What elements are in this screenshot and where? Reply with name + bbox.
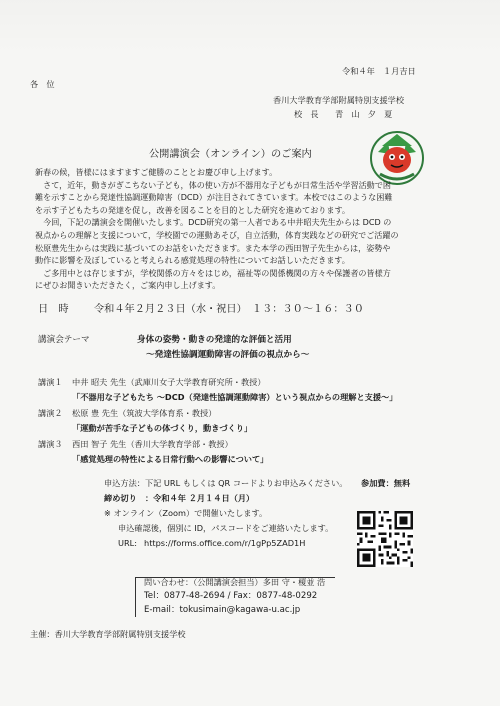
lecture-2-label: 講演２ [38, 408, 63, 418]
paragraph-line: を示す子どもたちの発達を促し，改善を図ることを目的とした研究を進めております。 [35, 204, 351, 215]
intro-text [35, 166, 465, 292]
paragraph-line: 松原豊先生からは実践に基づいてのお話をいただきます。また本学の西田智子先生からは，姿勢や [35, 242, 391, 253]
lecture-3-topic: 「感覚処理の特性による日常行動への影響について」 [72, 454, 269, 464]
application-url-link[interactable]: https://forms.office.com/r/1gPp5ZAD1H [144, 538, 306, 548]
online-note: ※ オンライン（Zoom）で開催いたします。 [104, 508, 268, 518]
lecture-1-topic: 「不器用な子どもたち 〜DCD（発達性協調運動障害）という視点からの理解と支援〜」 [72, 392, 398, 402]
contact-phone: Tel：0877-48-2694 / Fax：0877-48-0292 [144, 591, 318, 601]
lecture-3-label: 講演３ [38, 439, 63, 449]
schedule-value: 令和４年２月２３日（水・祝日） １３：３０〜１６：３０ [94, 304, 364, 315]
application-deadline: 締め切り ：令和４年 ２月１４日（月） [104, 493, 255, 503]
contact-box-left-border [135, 577, 136, 617]
credential-note: 申込確認後，個別に ID，パスコードをご連絡いたします。 [118, 523, 334, 533]
host-org: 主催：香川大学教育学部附属特別支援学校 [30, 629, 186, 639]
theme-line-1: 身体の姿勢・動きの発達的な評価と活用 [137, 335, 292, 345]
fee-label: 参加費：無料 [361, 478, 411, 488]
lecture-3-speaker: 西田 智子 先生（香川大学教育学部・教授） [72, 439, 233, 449]
url-label: URL: [118, 538, 138, 548]
paragraph-line: 新春の候，皆様にはますますご健勝のこととお慶び申し上げます。 [35, 167, 278, 177]
application-method: 申込方法：下記 URL もしくは QR コードよりお申込みください。 [104, 478, 348, 488]
principal-name: 校 長 青 山 夕 夏 [294, 109, 393, 119]
issue-date: 令和４年 １月吉日 [342, 66, 416, 76]
theme-line-2: 〜発達性協調運動障害の評価の視点から〜 [146, 350, 310, 360]
paragraph-line: 難を示すことから発達性協調運動障害（DCD）が注目されてきています。本校ではこのような困難 [35, 192, 393, 203]
lecture-2-speaker: 松原 豊 先生（筑波大学体育系・教授） [72, 408, 217, 418]
paragraph-line: 動作に影響を及ぼしていると考えられる感覚処理の特性についてお話しいただきます。 [35, 255, 350, 266]
lecture-2-topic: 「運動が苦手な子どもの体づくり，動きづくり」 [72, 423, 253, 433]
paragraph-line: 今回，下記の講演会を開催いたします。DCD研究の第一人者である中井昭夫先生からは DCD の [35, 217, 392, 228]
paragraph-line: 視点からの理解と支援について，学校園での運動あそび，自立活動，体育実践などの研究でご活躍の [35, 229, 399, 240]
schedule-label: 日 時 [38, 304, 69, 315]
paragraph-line: にぜひお聞きいただきたく，ご案内申し上げます。 [35, 280, 221, 291]
contact-email: E-mail：tokusimain@kagawa-u.ac.jp [144, 605, 301, 615]
addressee: 各 位 [30, 79, 55, 89]
contact-heading: 問い合わせ：（公開講演会担当）多田 守・榎並 浩 [144, 577, 326, 587]
school-name: 香川大学教育学部附属特別支援学校 [273, 95, 405, 105]
scan-shading [0, 0, 500, 55]
theme-label: 講演会テーマ [38, 335, 90, 345]
qr-code-icon[interactable] [357, 511, 413, 567]
lecture-1-label: 講演１ [38, 377, 63, 387]
paragraph-line: さて，近年，動きがぎこちない子ども，体の使い方が不器用な子どもが日常生活や学習活動で困 [35, 179, 391, 190]
paragraph-line: ご多用中とは存じますが，学校関係の方々をはじめ，福祉等の関係機関の方々や保護者の皆様方 [35, 267, 391, 278]
lecture-1-speaker: 中井 昭夫 先生（武庫川女子大学教育研究所・教授） [72, 377, 266, 387]
page-title: 公開講演会（オンライン）のご案内 [149, 149, 312, 160]
